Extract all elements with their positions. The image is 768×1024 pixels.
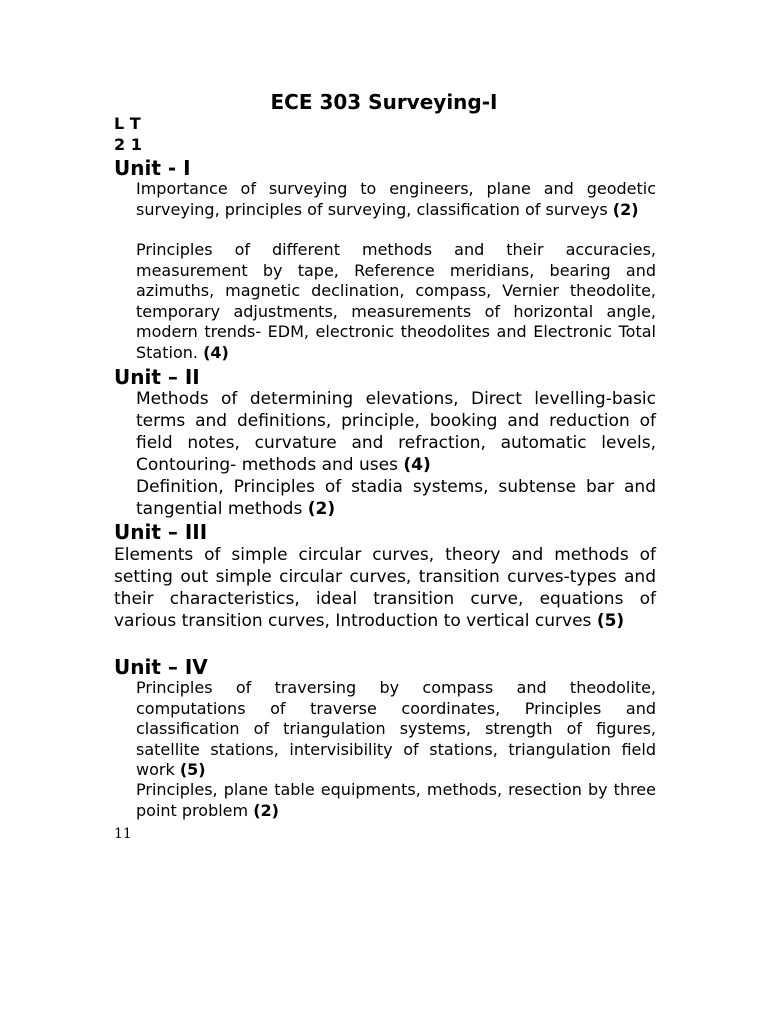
unit-4-heading: Unit – IV [114,655,208,679]
paragraph-text: Elements of simple circular curves, theory and methods of setting out simple circular curves, transition curves-types and their characteristics, ideal transition curve, equations of various transition curves, Introduction to vertical curves [114,545,656,631]
lt-header: L T [114,114,141,133]
hours-label: (2) [307,499,336,519]
hours-label: (5) [179,760,206,780]
page-title: ECE 303 Surveying-I [270,90,498,114]
unit-4-paragraph-2 [136,780,656,821]
paragraph-text: Principles of traversing by compass and theodolite, computations of traverse coordinates, Principles and classification of triangulation systems, strength of figures, satellite stations, intervisibility of stations, triangulation field work [136,678,656,780]
paragraph-text: Importance of surveying to engineers, plane and geodetic surveying, principles of surveying, classification of surveys [136,179,656,219]
hours-label: (4) [203,342,229,362]
unit-2-heading: Unit – II [114,365,200,389]
unit-1-paragraph-2 [136,240,656,364]
unit-3-heading: Unit – III [114,520,208,544]
hours-label: (2) [612,199,639,219]
lt-values: 2 1 [114,135,142,154]
unit-2-paragraph-2 [136,476,656,520]
hours-label: (4) [403,455,431,475]
unit-2-paragraph-1 [136,388,656,476]
paragraph-text: Definition, Principles of stadia systems, subtense bar and tangential methods [136,477,656,519]
unit-3-paragraph-1 [114,544,656,632]
page-number: 11 [114,826,132,842]
paragraph-text: Methods of determining elevations, Direct levelling-basic terms and definitions, principle, booking and reduction of field notes, curvature and refraction, automatic levels, Contouring- methods and uses [136,389,656,475]
paragraph-text: Principles, plane table equipments, methods, resection by three point problem [136,780,656,820]
hours-label: (2) [253,800,279,820]
unit-1-heading: Unit - I [114,156,191,180]
unit-4-paragraph-1 [136,678,656,781]
hours-label: (5) [596,611,625,631]
unit-1-paragraph-1 [136,179,656,220]
paragraph-text: Principles of different methods and their accuracies, measurement by tape, Reference meridians, bearing and azimuths, magnetic declination, compass, Vernier theodolite, temporary adjustments, measurements of horizontal angle, modern trends- EDM, electronic theodolites and Electronic Total Station. [136,240,656,362]
